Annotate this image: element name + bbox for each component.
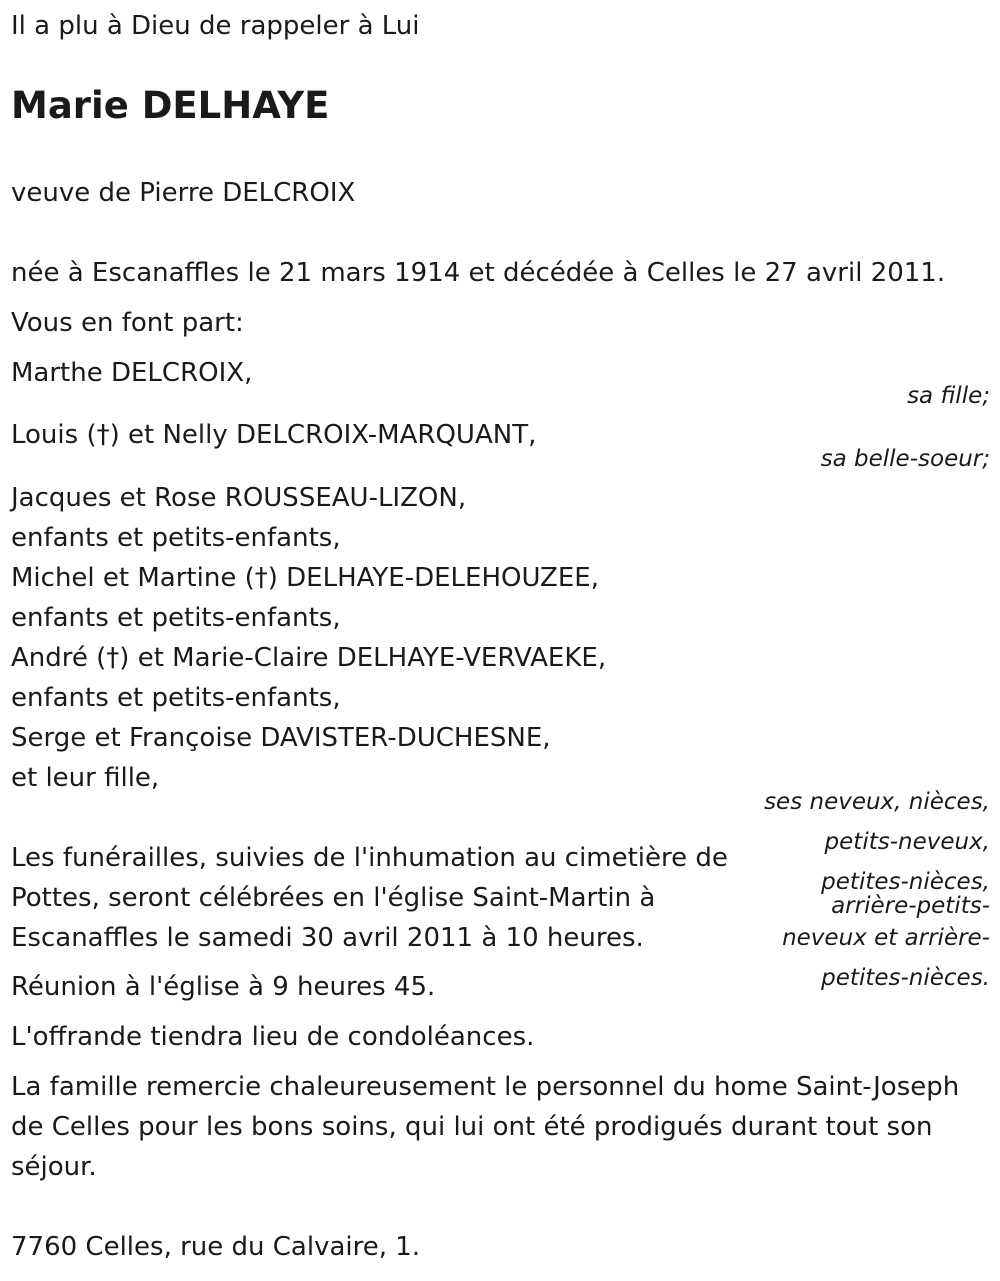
widow-line: veuve de Pierre DELCROIX — [11, 178, 356, 208]
thanks-line: de Celles pour les bons soins, qui lui ont été prodigués durant tout son — [11, 1112, 933, 1142]
funeral-line: Les funérailles, suivies de l'inhumation au cimetière de — [11, 843, 728, 873]
meeting-line: Réunion à l'église à 9 heures 45. — [11, 972, 436, 1002]
sister-in-law-relation: sa belle-soeur; — [820, 446, 990, 472]
family-list — [11, 478, 606, 798]
thanks-line: La famille remercie chaleureusement le personnel du home Saint-Joseph — [11, 1072, 960, 1102]
family-line: enfants et petits-enfants, — [11, 523, 341, 553]
deceased-name: Marie DELHAYE — [11, 84, 330, 127]
daughter-name: Marthe DELCROIX, — [11, 358, 253, 388]
thanks-paragraph — [11, 1067, 959, 1187]
family-line: Michel et Martine (†) DELHAYE-DELEHOUZEE, — [11, 563, 599, 593]
family-line: André (†) et Marie-Claire DELHAYE-VERVAEKE, — [11, 643, 607, 673]
family-relation — [764, 782, 990, 998]
sister-in-law-name: Louis (†) et Nelly DELCROIX-MARQUANT, — [11, 420, 537, 450]
relation-line: arrière-petits- — [831, 893, 990, 919]
intro-text: Il a plu à Dieu de rappeler à Lui — [11, 11, 420, 41]
daughter-relation: sa fille; — [907, 383, 990, 409]
relation-line: petits-neveux, — [824, 829, 990, 855]
thanks-line: séjour. — [11, 1152, 97, 1182]
birth-death-line: née à Escanaffles le 21 mars 1914 et décédée à Celles le 27 avril 2011. — [11, 258, 946, 288]
family-line: enfants et petits-enfants, — [11, 603, 341, 633]
family-line: Serge et Françoise DAVISTER-DUCHESNE, — [11, 723, 551, 753]
family-line: enfants et petits-enfants, — [11, 683, 341, 713]
funeral-paragraph — [11, 838, 728, 958]
offering-line: L'offrande tiendra lieu de condoléances. — [11, 1022, 535, 1052]
relation-line: petites-nièces. — [821, 965, 990, 991]
funeral-line: Escanaffles le samedi 30 avril 2011 à 10 heures. — [11, 923, 644, 953]
family-line: Jacques et Rose ROUSSEAU-LIZON, — [11, 483, 467, 513]
funeral-line: Pottes, seront célébrées en l'église Saint-Martin à — [11, 883, 656, 913]
announce-line: Vous en font part: — [11, 308, 244, 338]
relation-line: petites-nièces, — [821, 869, 990, 895]
family-line: et leur fille, — [11, 763, 160, 793]
relation-line: neveux et arrière- — [782, 925, 990, 951]
address-line: 7760 Celles, rue du Calvaire, 1. — [11, 1232, 421, 1262]
relation-line: ses neveux, nièces, — [764, 789, 990, 815]
